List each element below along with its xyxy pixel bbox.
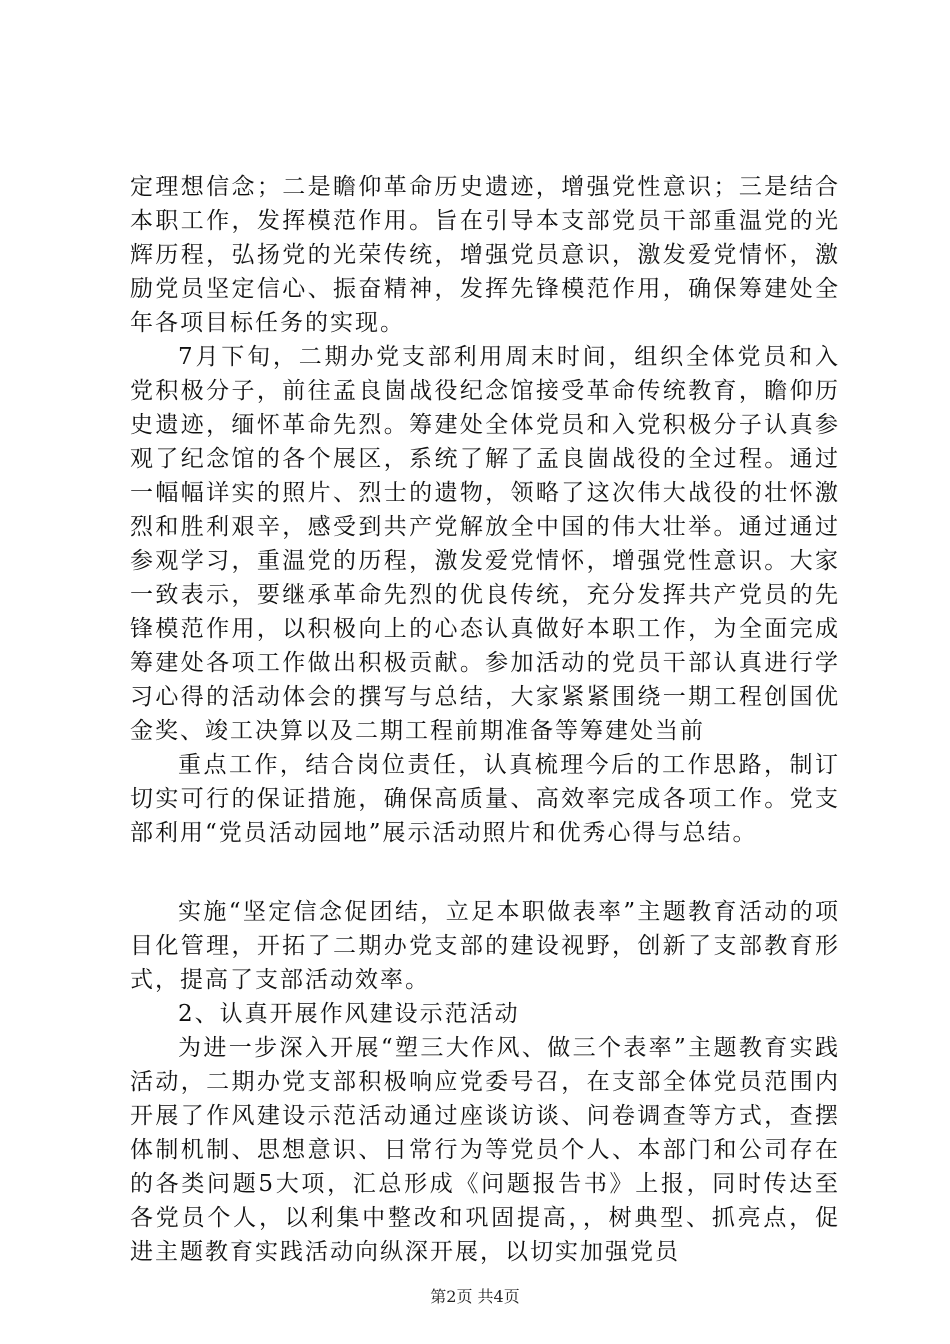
paragraph-style-building: 为进一步深入开展“塑三大作风、做三个表率”主题教育实践活动，二期办党支部积极响应党委号召，在支部全体党员范围内开展了作风建设示范活动通过座谈访谈、问卷调查等方式，查摆体制机制、思想意识、日常行为等党员个人、本部门和公司存在的各类问题5大项，汇总形成《问题报告书》上报，同时传达至各党员个人，以利集中整改和巩固提高，，树典型、抓亮点，促进主题教育实践活动向纵深开展，以切实加强党员 — [130, 1035, 840, 1265]
page-footer: 第2页 共4页 — [430, 1287, 520, 1306]
paragraph-project-management: 实施“坚定信念促团结，立足本职做表率”主题教育活动的项目化管理，开拓了二期办党支部的建设视野，创新了支部教育形式，提高了支部活动效率。 — [130, 899, 840, 993]
paragraph-theme-goals: 定理想信念；二是瞻仰革命历史遗迹，增强党性意识；三是结合本职工作，发挥模范作用。旨在引导本支部党员干部重温党的光辉历程，弘扬党的光荣传统，增强党员意识，激发爱党情怀，激励党员坚定信心、振奋精神，发挥先锋模范作用，确保筹建处全年各项目标任务的实现。 — [130, 174, 840, 336]
paragraph-key-work: 重点工作，结合岗位责任，认真梳理今后的工作思路，制订切实可行的保证措施，确保高质量、高效率完成各项工作。党支部利用“党员活动园地”展示活动照片和优秀心得与总结。 — [130, 752, 840, 846]
document-body — [130, 170, 840, 1269]
paragraph-july-visit: 7月下旬，二期办党支部利用周末时间，组织全体党员和入党积极分子，前往孟良崮战役纪念馆接受革命传统教育，瞻仰历史遗迹，缅怀革命先烈。筹建处全体党员和入党积极分子认真参观了纪念馆的各个展区，系统了解了孟良崮战役的全过程。通过一幅幅详实的照片、烈士的遗物，领略了这次伟大战役的壮怀激烈和胜利艰辛，感受到共产党解放全中国的伟大壮举。通过通过参观学习，重温党的历程，激发爱党情怀，增强党性意识。大家一致表示，要继承革命先烈的优良传统，充分发挥共产党员的先锋模范作用，以积极向上的心态认真做好本职工作，为全面完成筹建处各项工作做出积极贡献。参加活动的党员干部认真进行学习心得的活动体会的撰写与总结，大家紧紧围绕一期工程创国优金奖、竣工决算以及二期工程前期准备等筹建处当前 — [130, 344, 840, 744]
section-heading-style-building: 2、认真开展作风建设示范活动 — [178, 1001, 520, 1027]
paragraph-spacer — [130, 850, 840, 895]
